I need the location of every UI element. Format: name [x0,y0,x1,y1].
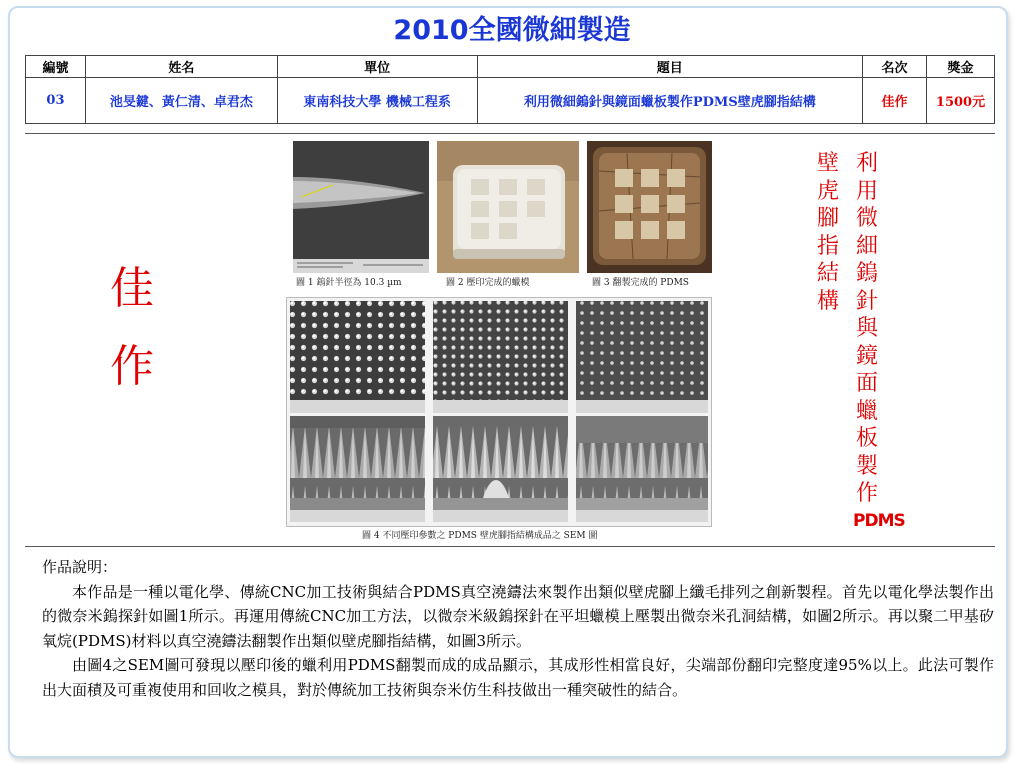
header-topic: 題目 [477,56,863,78]
cell-topic: 利用微細鎢針與鏡面蠟板製作PDMS壁虎腳指結構 [477,78,863,124]
vertical-title-column-1: 利 用 微 細 鎢 針 與 鏡 面 蠟 板 製 作 PDMS [853,151,905,531]
header-number: 編號 [26,56,86,78]
header-unit: 單位 [277,56,477,78]
header-prize: 獎金 [927,56,995,78]
cell-names: 池旻鍵、黃仁清、卓君杰 [85,78,277,124]
table-row [26,78,995,124]
award-label-large: 佳 作 [110,263,154,392]
vertical-title-column-2: 壁 虎 腳 指 結 構 [816,151,839,314]
figure-4-sem-panel [286,297,712,527]
header-rank: 名次 [863,56,927,78]
figure-2-caption: 圖 2 壓印完成的蠟模 [446,278,530,288]
cell-rank: 佳作 [863,78,927,124]
description [42,555,994,703]
figure-3-caption: 圖 3 翻製完成的 PDMS [592,278,689,288]
cell-prize: 1500元 [927,78,995,124]
description-paragraph-2: 由圖4之SEM圖可發現以壓印後的蠟利用PDMS翻製而成的成品顯示，其成形性相當良好，尖端部份翻印完整度達95%以上。此法可製作出大面積及可重複使用和回收之模具，對於傳統加工技術與奈米仿生科技做出一種突破性的結合。 [42,656,994,699]
divider-bottom [25,546,995,547]
cell-unit: 東南科技大學 機械工程系 [277,78,477,124]
description-paragraph-1: 本作品是一種以電化學、傳統CNC加工技術與結合PDMS真空澆鑄法來製作出類似壁虎腳上纖毛排列之創新製程。首先以電化學法製作出的微奈米鎢探針如圖1所示。再運用傳統CNC加工方法，以微奈米級鎢探針在平坦蠟模上壓製出微奈米孔洞結構，如圖2所示。再以聚二甲基矽氧烷(PDMS)材料以真空澆鑄法翻製作出類似壁虎腳指結構，如圖3所示。 [42,582,994,650]
award-table [25,55,995,124]
figure-1-caption: 圖 1 鎢針半徑為 10.3 µm [296,278,402,288]
description-heading: 作品說明： [42,558,118,576]
figure-2-wax-mold [437,141,579,273]
table-header-row [26,56,995,78]
header-name: 姓名 [85,56,277,78]
figure-4-caption: 圖 4 不同壓印參數之 PDMS 壁虎腳指結構成品之 SEM 圖 [362,531,598,541]
cell-number: 03 [26,78,86,124]
figure-3-pdms [587,141,712,273]
figure-1-sem-needle [293,141,429,273]
divider-top [25,133,995,134]
page-title: 2010全國微細製造 [393,15,631,46]
